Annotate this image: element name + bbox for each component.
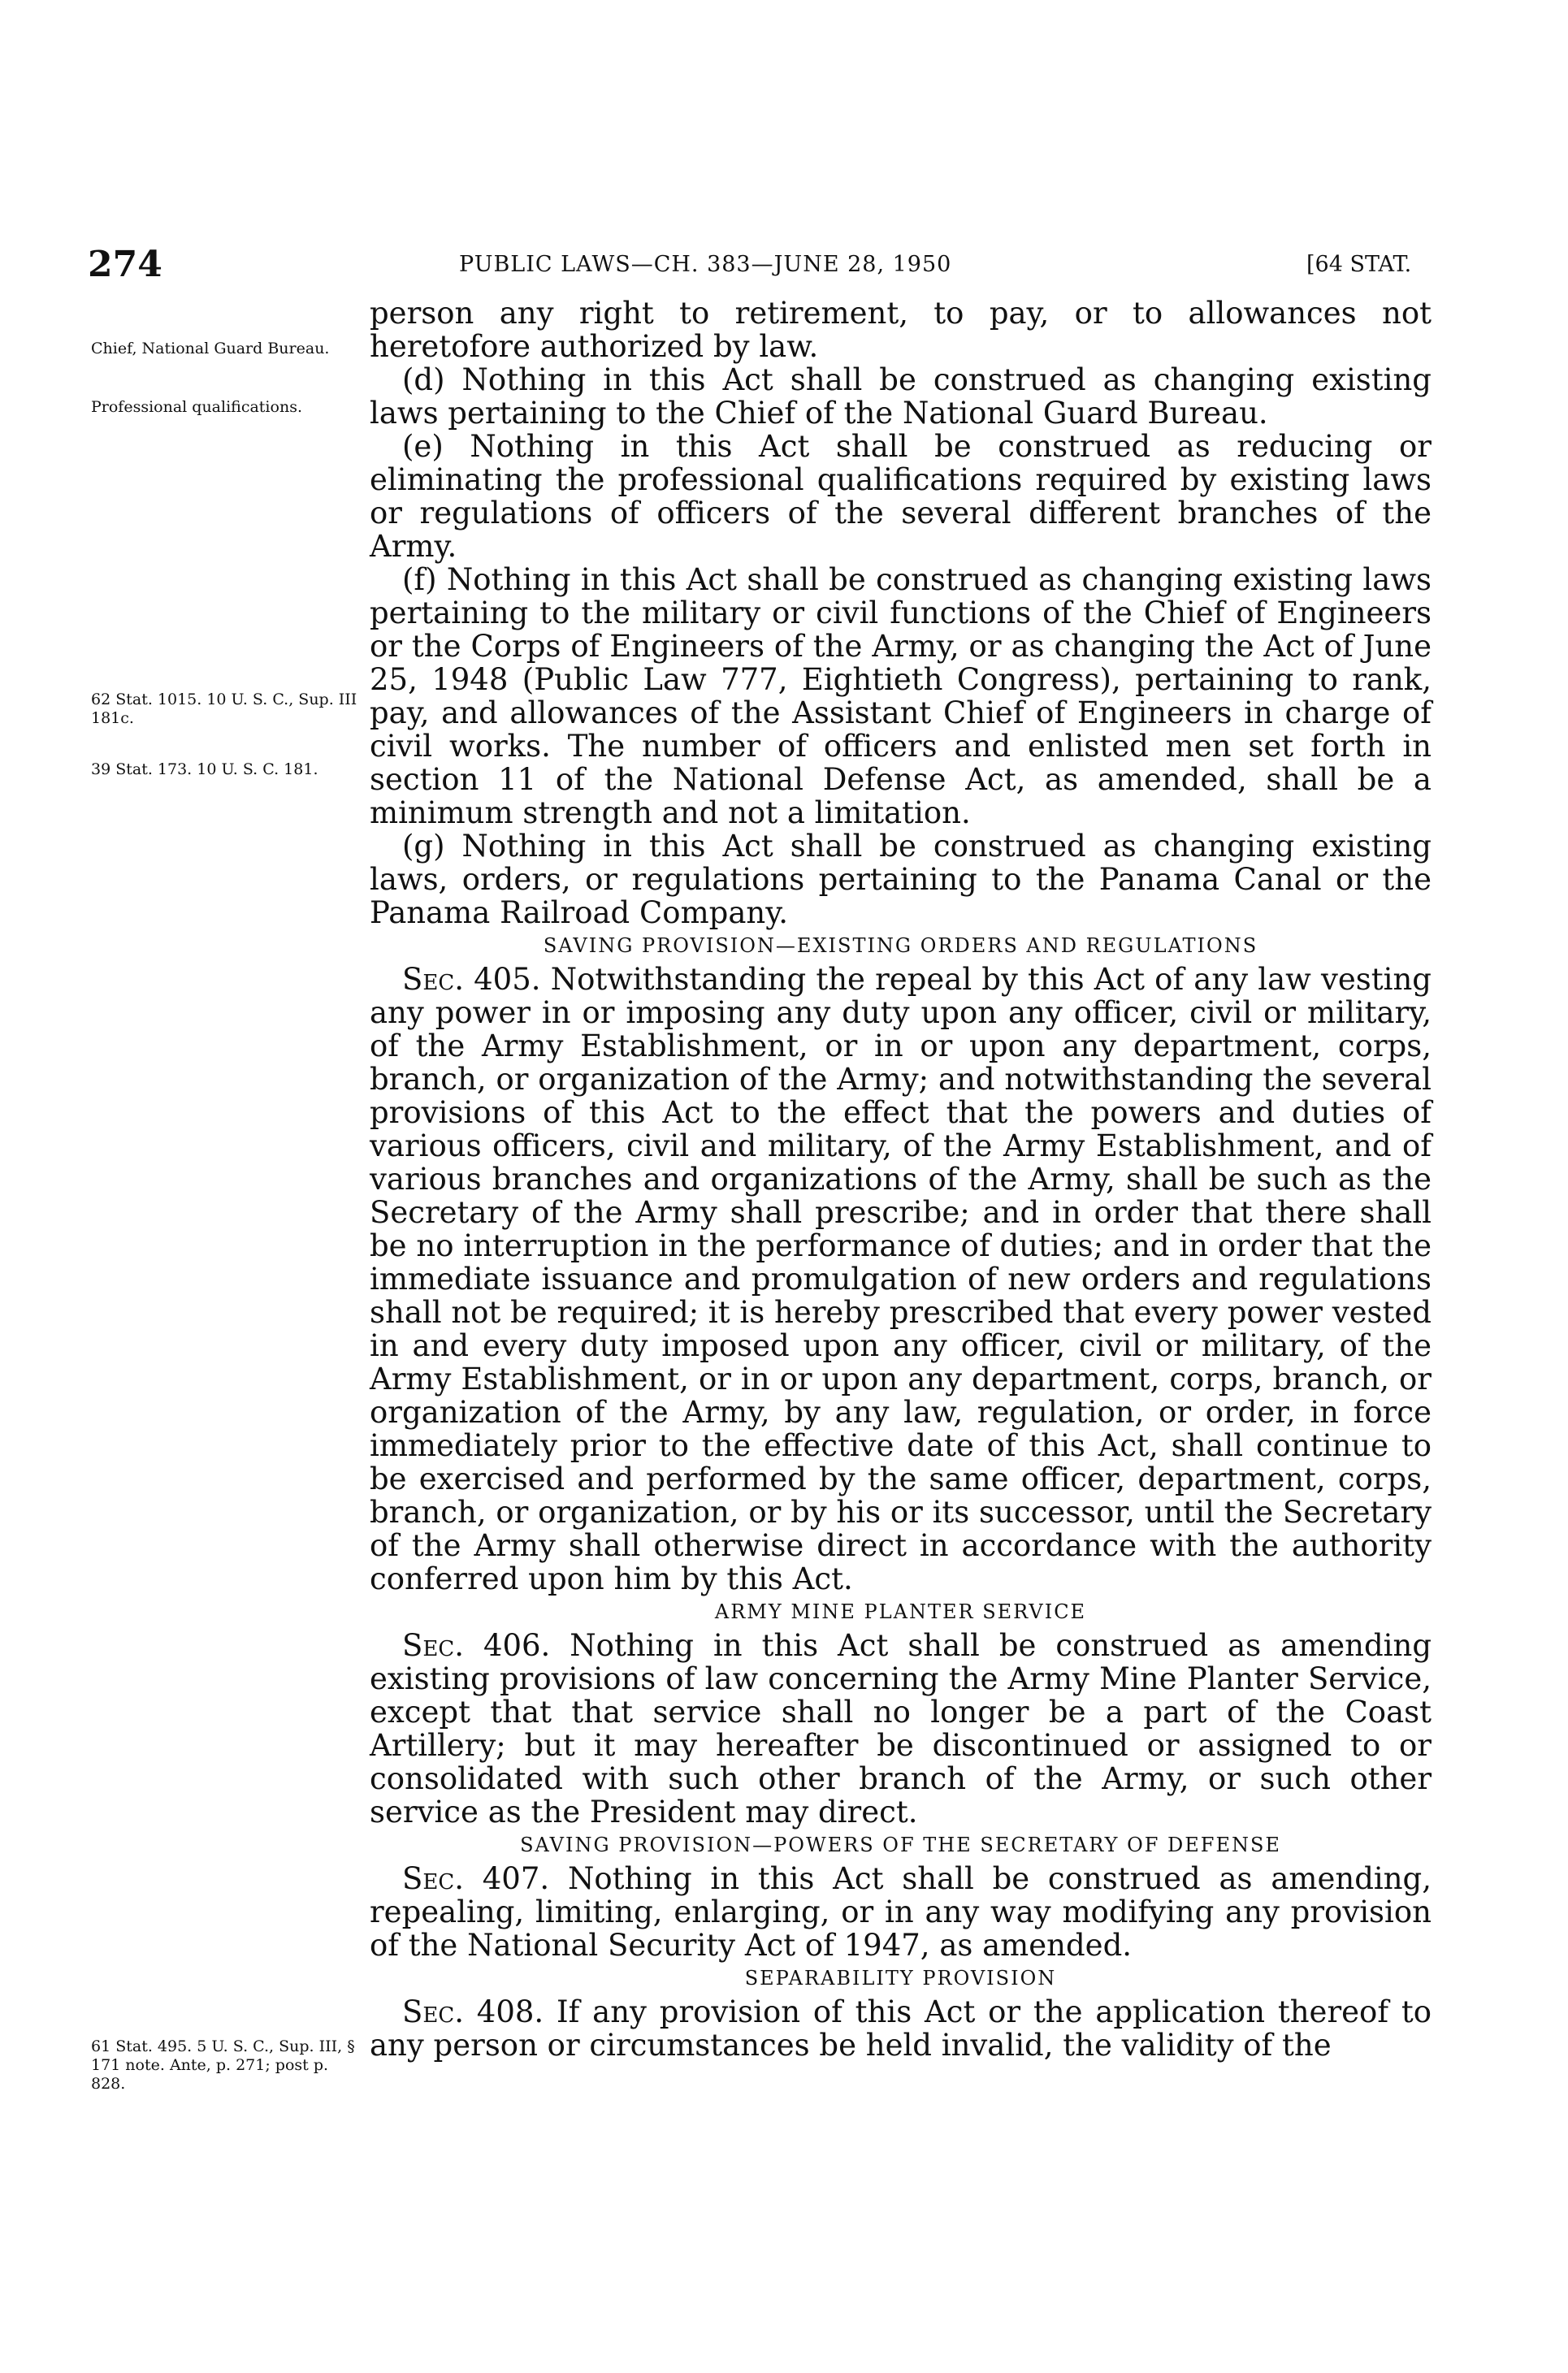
section-text: Notwithstanding the repeal by this Act of any law vesting any power in or imposing any duty upon any officer, civil or military, of the Army Establishment, or in or upon any department, corps, branch, or organization of the Army; and notwithstanding the several provisions of this Act to the effect that the powers and duties of various officers, civil and military, of the Army Establishment, and of various branches and organizations of the Army, shall be such as the Secretary of the Army shall prescribe; and in order that there shall be no interruption in the performance of duties; and in order that the immediate issuance and promulgation of new orders and regulations shall not be required; it is hereby prescribed that every power vested in and every duty imposed upon any officer, civil or military, of the Army Establishment, or in or upon any department, corps, branch, or organization of the Army, by any law, regulation, or order, in force immediately prior to the effective date of this Act, shall continue to be exercised and performed by the same officer, department, corps, branch, or organization, or by his or its successor, until the Secretary of the Army shall otherwise direct in accordance with the authority conferred upon him by this Act. bbox=[370, 962, 1432, 1596]
section-text: Nothing in this Act shall be construed as amending, repealing, limiting, enlarging, or in any way modifying any provision of the National Security Act of 1947, as amended. bbox=[370, 1861, 1432, 1963]
section-label: Sec. 406. bbox=[402, 1628, 551, 1663]
section-heading: SAVING PROVISION—EXISTING ORDERS AND REGULATIONS bbox=[543, 934, 1258, 957]
margin-note-chief-national-guard: Chief, National Guard Bureau. bbox=[91, 340, 330, 357]
section-label: Sec. 407. bbox=[402, 1861, 550, 1896]
margin-note-citation-61-stat: 61 Stat. 495. 5 U. S. C., Sup. III, § 171 note. Ante, p. 271; post p. 828. bbox=[91, 2037, 355, 2093]
section-text: If any provision of this Act or the application thereof to any person or circumstances be held invalid, the validity of the bbox=[370, 1994, 1432, 2063]
section-heading: SAVING PROVISION—POWERS OF THE SECRETARY OF DEFENSE bbox=[520, 1834, 1281, 1856]
paragraph-f: (f) Nothing in this Act shall be construed as changing existing laws pertaining to the military or civil functions of the Chief of Engineers or the Corps of Engineers of the Army, or as changing the Act of June 25, 1948 (Public Law 777, Eightieth Congress), pertaining to rank, pay, and allowances of the Assistant Chief of Engineers in charge of civil works. The number of officers and enlisted men set forth in section 11 of the National Defense Act, as amended, shall be a minimum strength and not a limitation. bbox=[370, 562, 1432, 830]
section-heading: ARMY MINE PLANTER SERVICE bbox=[714, 1600, 1087, 1623]
paragraph-d: (d) Nothing in this Act shall be construed as changing existing laws pertaining to the Chief of the National Guard Bureau. bbox=[370, 362, 1432, 431]
section-label: Sec. 405. bbox=[402, 962, 541, 997]
section-paragraph bbox=[370, 1629, 1432, 1829]
paragraph-g: (g) Nothing in this Act shall be construed as changing existing laws, orders, or regulations pertaining to the Panama Canal or the Panama Railroad Company. bbox=[370, 829, 1432, 930]
volume-reference: [64 STAT. bbox=[1306, 252, 1412, 277]
section-paragraph bbox=[370, 1995, 1432, 2062]
paragraph-continuation: person any right to retirement, to pay, or to allowances not heretofore authorized by law. bbox=[370, 296, 1432, 364]
page-number: 274 bbox=[88, 244, 162, 285]
section-text: Nothing in this Act shall be construed as amending existing provisions of law concerning the Army Mine Planter Service, except that that service shall no longer be a part of the Coast Artillery; but it may hereafter be discontinued or assigned to or consolidated with such other branch of the Army, or such other service as the President may direct. bbox=[370, 1628, 1432, 1830]
body-text bbox=[370, 297, 1432, 2062]
section-paragraph bbox=[370, 1862, 1432, 1962]
paragraph-e: (e) Nothing in this Act shall be construed as reducing or eliminating the professional qualifications required by existing laws or regulations of officers of the several different branches of the Army. bbox=[370, 429, 1432, 564]
margin-note-citation-39-stat: 39 Stat. 173. 10 U. S. C. 181. bbox=[91, 760, 318, 778]
margin-note-citation-62-stat: 62 Stat. 1015. 10 U. S. C., Sup. III 181c. bbox=[91, 691, 357, 727]
section-heading: SEPARABILITY PROVISION bbox=[744, 1967, 1057, 1990]
section-paragraph bbox=[370, 963, 1432, 1596]
margin-note-professional-qualifications: Professional qualifications. bbox=[91, 398, 302, 416]
section-label: Sec. 408. bbox=[402, 1994, 544, 2029]
running-head: PUBLIC LAWS—CH. 383—JUNE 28, 1950 bbox=[459, 252, 952, 277]
